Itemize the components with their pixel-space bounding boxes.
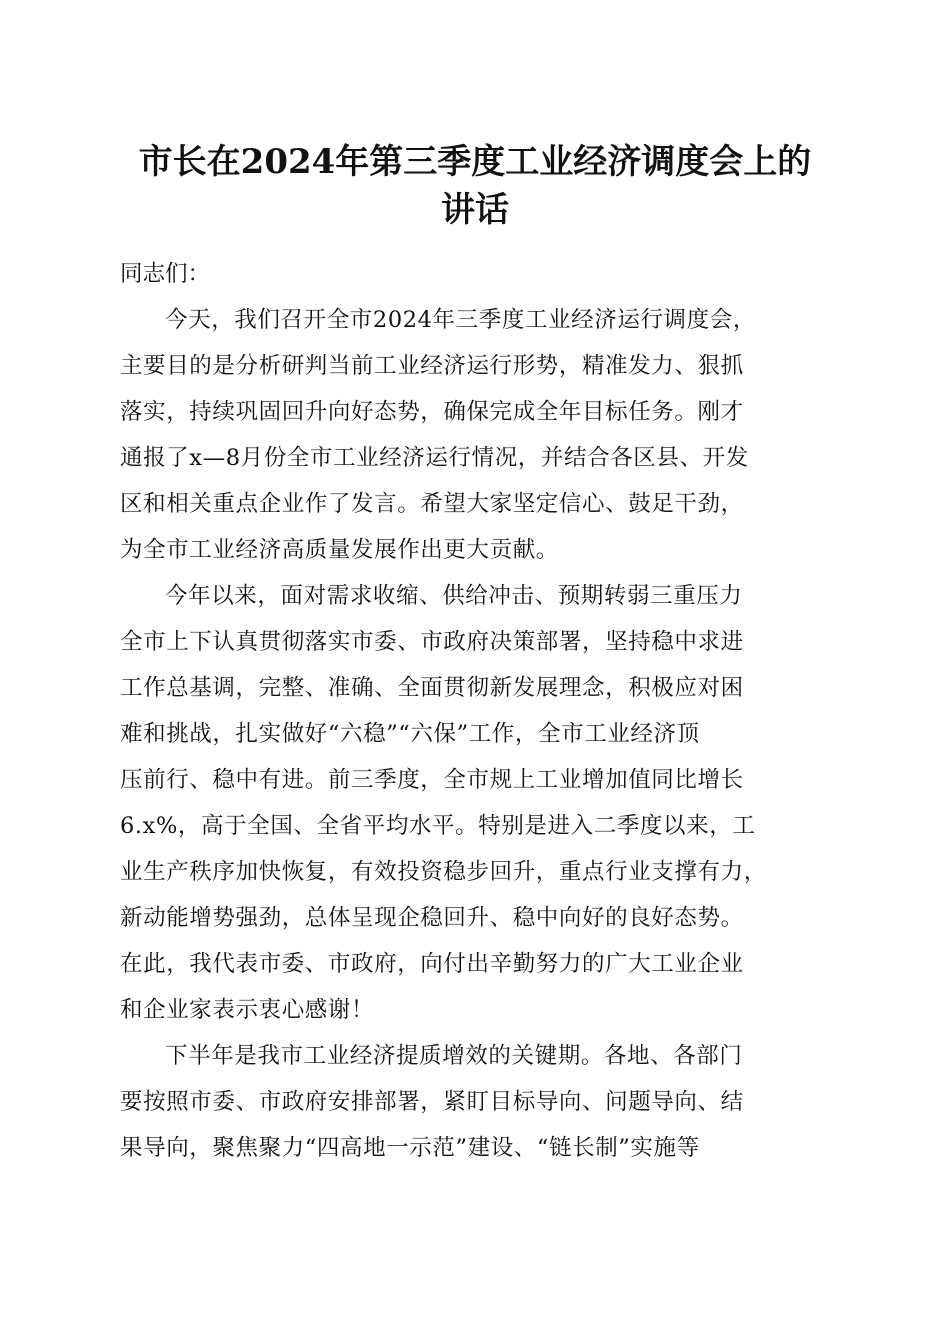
salutation: 同志们： [120, 261, 211, 287]
paragraph-list [120, 297, 832, 1171]
paragraph-line: 业生产秩序加快恢复，有效投资稳步回升，重点行业支撑有力， [120, 859, 767, 885]
paragraph-line: 和企业家表示衷心感谢！ [120, 997, 375, 1023]
paragraph-line: 下半年是我市工业经济提质增效的关键期。各地、各部门 [165, 1043, 743, 1069]
paragraph-line: 工作总基调，完整、准确、全面贯彻新发展理念，积极应对困 [120, 675, 744, 701]
paragraph-line: 在此，我代表市委、市政府，向付出辛勤努力的广大工业企业 [120, 951, 744, 977]
paragraph-line: 为全市工业经济高质量发展作出更大贡献。 [120, 537, 559, 563]
document-body [120, 251, 832, 1171]
document-title [100, 138, 850, 234]
paragraph-line: 主要目的是分析研判当前工业经济运行形势，精准发力、狠抓 [120, 353, 744, 379]
paragraph-line: 区和相关重点企业作了发言。希望大家坚定信心、鼓足干劲， [120, 491, 744, 517]
title-line-2: 讲话 [441, 190, 509, 230]
paragraph-line: 难和挑战，扎实做好“六稳”“六保”工作，全市工业经济顶 [120, 721, 700, 747]
paragraph-line: 今年以来，面对需求收缩、供给冲击、预期转弱三重压力 [165, 583, 743, 609]
paragraph-line: 压前行、稳中有进。前三季度，全市规上工业增加值同比增长 [120, 767, 744, 793]
paragraph-line: 6.x%，高于全国、全省平均水平。特别是进入二季度以来，工 [120, 813, 756, 839]
paragraph-line: 落实，持续巩固回升向好态势，确保完成全年目标任务。刚才 [120, 399, 744, 425]
title-line-1: 市长在2024年第三季度工业经济调度会上的 [138, 142, 812, 182]
paragraph-line: 通报了x—8月份全市工业经济运行情况，并结合各区县、开发 [120, 445, 749, 471]
paragraph [120, 297, 832, 573]
paragraph [120, 1033, 832, 1171]
paragraph-line: 全市上下认真贯彻落实市委、市政府决策部署，坚持稳中求进 [120, 629, 744, 655]
paragraph-line: 果导向，聚焦聚力“四高地一示范”建设、“链长制”实施等 [120, 1135, 700, 1161]
paragraph-line: 今天，我们召开全市2024年三季度工业经济运行调度会， [165, 307, 756, 333]
paragraph [120, 573, 832, 1033]
paragraph-line: 要按照市委、市政府安排部署，紧盯目标导向、问题导向、结 [120, 1089, 744, 1115]
paragraph-line: 新动能增势强劲，总体呈现企稳回升、稳中向好的良好态势。 [120, 905, 744, 931]
